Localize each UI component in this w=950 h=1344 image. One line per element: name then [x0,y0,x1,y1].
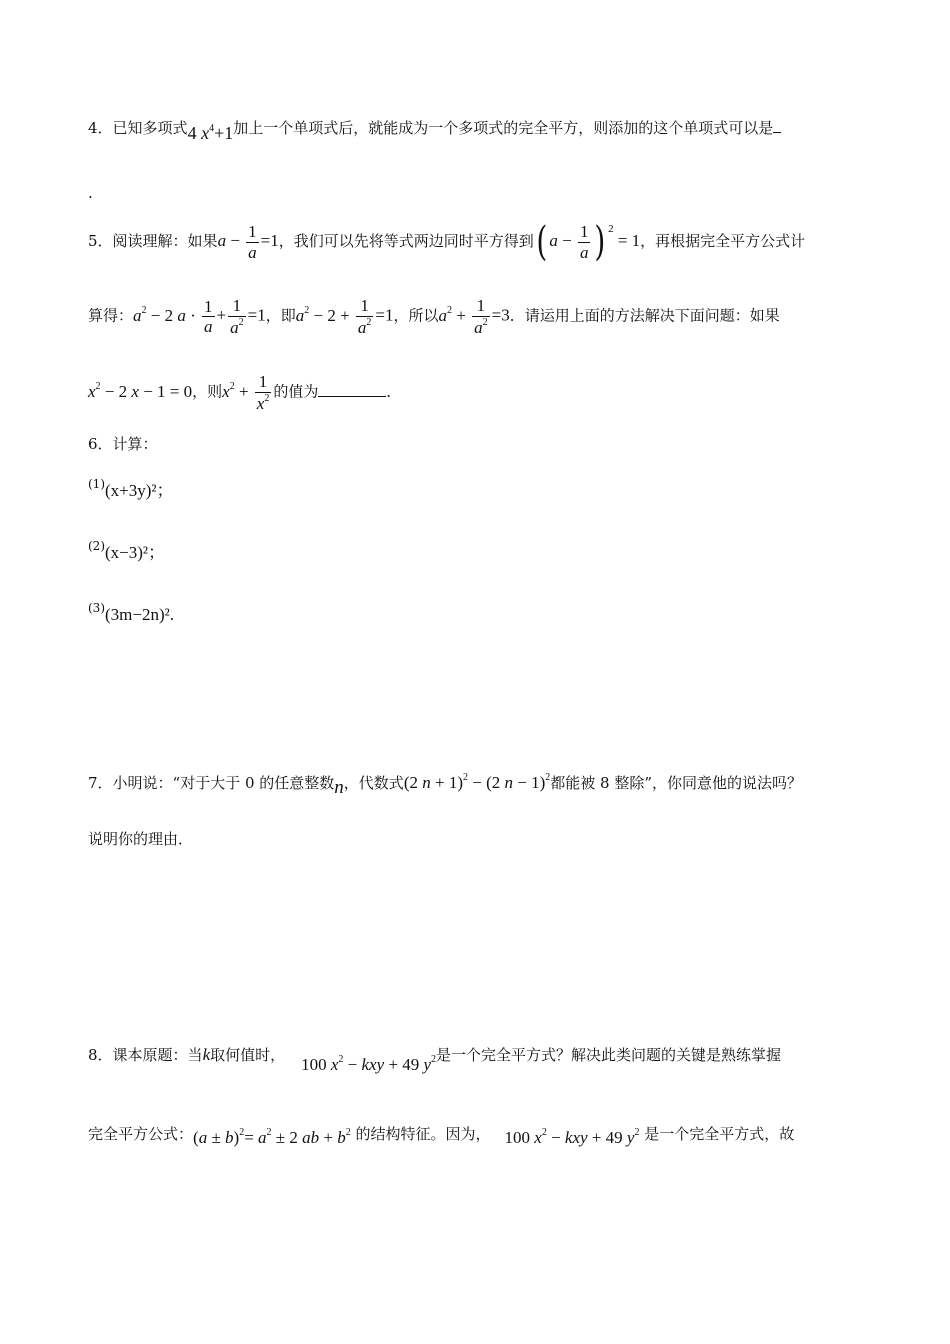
q5-line1: 5．阅读理解：如果a − $\frac{1}{a}$ =1，我们可以先将等式两边同时平方得到( a − $\frac{1}{a}$ ) $^2$ = 1，再根据完全平方公式计 [88,219,806,266]
q5-text-5: ，即 [265,306,296,325]
q7-text-4: 说明你的理由． [88,830,194,848]
q8-var-k: k [202,1045,211,1064]
q8-text-3: 是一个完全平方式？解决此类问题的关键是熟练掌握 [436,1046,782,1064]
q5-frac-1-over-x2: $\frac{1}{x^2}$ [256,372,270,413]
q6-item-3 [88,601,174,624]
q4-text-1: 已知多项式 [112,119,188,137]
q5-condition: $x^2 - 2$ x − 1 = 0 [88,380,193,401]
q5-line2: 算得：$a^2 - 2$ a · $\frac{1}{a}$ + $\frac{1}{a^2}$ =1，即$a^2 - 2$ + $\frac{1}{a^2}$ =1，所以$a^2$ + $\frac{1}{a^2}$ =3．请运用上面的方法解决下面问题：如果 [88,296,780,337]
q5-expansion: $a^2 - 2$ a · [133,304,201,325]
q7-expression: (2 n + 1)$^2$ − (2 n − 1)$^2$ [403,772,551,792]
q7-number: 7． [88,774,113,792]
q4-polynomial: 4 $x^4+1$ [187,123,234,143]
q6-item-label: (1) [88,477,105,491]
q5-frac-1-over-a: $\frac{1}{a}$ [248,222,257,262]
q5-text-10: ． [386,382,402,401]
q4-answer-blank[interactable] [773,132,781,133]
q4-number: 4． [88,119,113,137]
q5-text-2: ，我们可以先将等式两边同时平方得到 [278,232,534,251]
q6-item-expr: (x+3y)²； [105,481,174,500]
q8-polynomial-2: 100 $x^2$ − kxy + 49 $y^2$ [504,1127,640,1147]
q8-text-6: 是一个完全平方式，故 [639,1125,795,1143]
q8-text-2: 取何值时， [210,1046,286,1064]
q6-title: 计算： [112,435,158,453]
q5-text-9: 的值为 [273,382,319,401]
q5-line3: $x^2 - 2$ x − 1 = 0，则$x^2$ + $\frac{1}{x^2}$ 的值为 ． [88,372,402,413]
q8-square-formula: $(a \pm b)^2= a^2 \pm 2$ ab + $b^2$ [193,1127,351,1147]
q7-text-2: ，代数式 [343,774,404,792]
q4-end-mark: . [88,184,93,202]
q6-item-expr: (x−3)²； [105,543,166,562]
q5-text-6: ，所以 [393,306,439,325]
q8-text-1: 课本原题：当 [112,1046,203,1064]
q6-item-1 [88,477,174,500]
q5-number: 5． [88,232,113,251]
q5-text-4: 算得： [88,306,134,325]
q6-item-2 [88,539,166,562]
q6-heading [88,437,158,452]
q8-polynomial: 100 $x^2$ − kxy + 49 $y^2$ [301,1054,437,1074]
q7-text-3: 都能被 8 整除”，你同意他的说法吗？ [550,774,802,792]
q5-eq-1: a − [217,231,245,251]
q5-answer-blank[interactable] [318,396,386,397]
q7-text-1: 小明说：“对于大于 0 的任意整数 [112,774,335,792]
q4-line1 [88,118,781,143]
q4-line2 [88,186,93,201]
q5-text-1: 阅读理解：如果 [112,232,218,251]
q6-item-label: (2) [88,539,105,553]
q5-text-8: ，则 [192,382,223,401]
q8-line1 [88,1045,782,1074]
q4-text-2: 加上一个单项式后，就能成为一个多项式的完全平方，则添加的这个单项式可以是 [233,119,774,137]
q8-text-5: 的结构特征。因为， [350,1125,491,1143]
q5-text-7: ．请运用上面的方法解决下面问题：如果 [509,306,780,325]
q7-line1 [88,772,802,798]
q6-item-label: (3) [88,601,105,615]
q8-text-4: 完全平方公式： [88,1125,194,1143]
q7-line2 [88,832,193,847]
q6-number: 6． [88,435,113,453]
q8-line2 [88,1124,795,1147]
q6-item-expr: (3m−2n)². [105,605,174,624]
q8-number: 8． [88,1046,113,1064]
q5-text-3: ，再根据完全平方公式计 [640,232,806,251]
q7-var-n: n [334,777,344,798]
